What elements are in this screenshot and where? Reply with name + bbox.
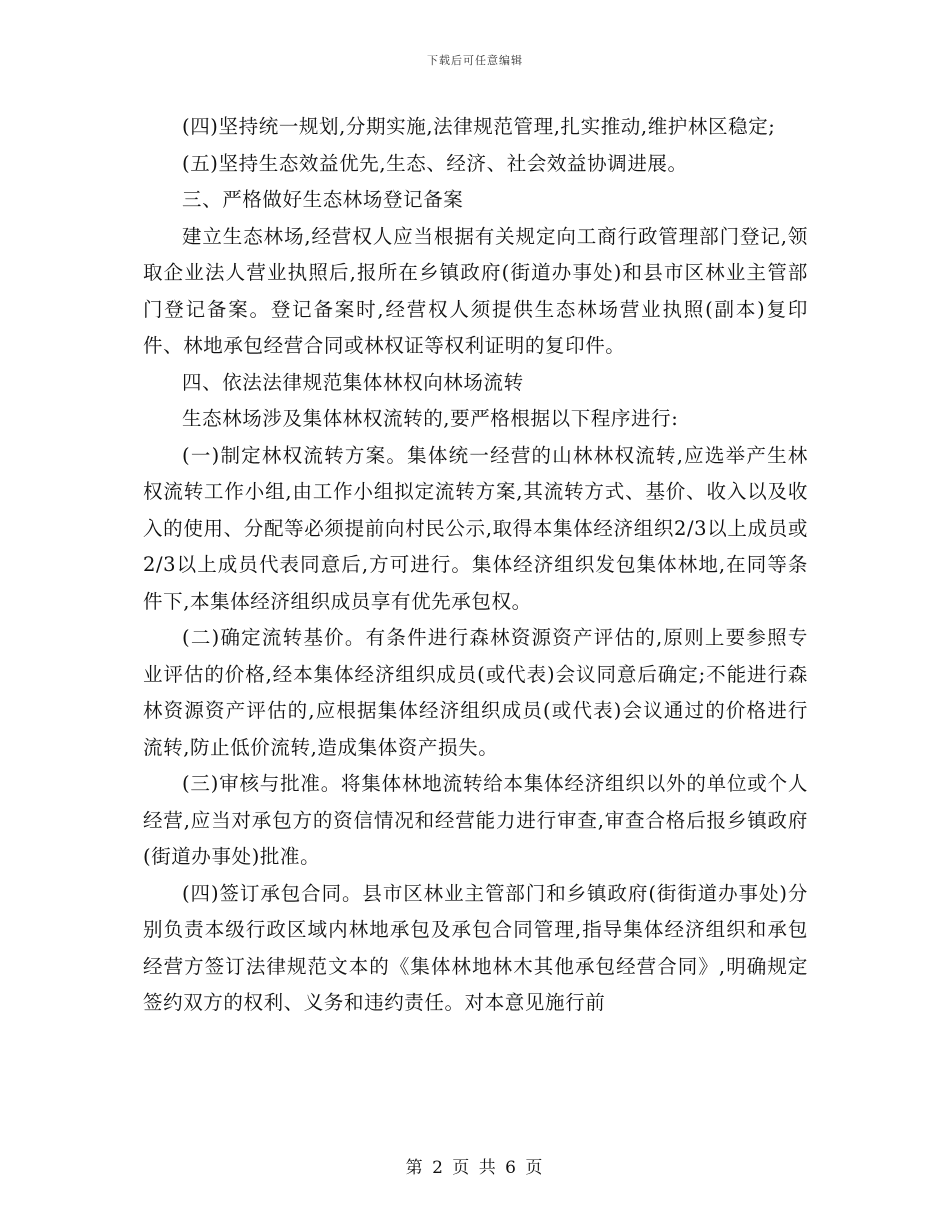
paragraph-principle-4: (四)坚持统一规划,分期实施,法律规范管理,扎实推动,维护林区稳定; [182, 115, 776, 138]
page-number: 第 2 页 共 6 页 [405, 1158, 545, 1178]
paragraph-procedure-intro: 生态林场涉及集体林权流转的,要严格根据以下程序进行: [182, 407, 679, 430]
page-header: 下载后可任意编辑 [427, 54, 523, 67]
paragraph-step-4: (四)签订承包合同。县市区林业主管部门和乡镇政府(街街道办事处)分别负责本级行政区域内林地承包及承包合同管理,指导集体经济组织和承包经营方签订法律规范文本的《集体林地林木其他承包经营合同》,明确规定签约双方的权利、义务和违约责任。对本意见施行前 [143, 881, 808, 1014]
section-heading-4: 四、依法法律规范集体林权向林场流转 [182, 370, 524, 394]
paragraph-principle-5: (五)坚持生态效益优先,生态、经济、社会效益协调进展。 [182, 151, 688, 175]
document-body [143, 109, 808, 1022]
paragraph-step-2: (二)确定流转基价。有条件进行森林资源资产评估的,原则上要参照专业评估的价格,经本集体经济组织成员(或代表)会议同意后确定;不能进行森林资源资产评估的,应根据集体经济组织成员(或代表)会议通过的价格进行流转,防止低价流转,造成集体资产损失。 [143, 626, 808, 759]
paragraph-registration: 建立生态林场,经营权人应当根据有关规定向工商行政管理部门登记,领取企业法人营业执照后,报所在乡镇政府(街道办事处)和县市区林业主管部门登记备案。登记备案时,经营权人须提供生态林场营业执照(副本)复印件、林地承包经营合同或林权证等权利证明的复印件。 [143, 224, 808, 357]
section-heading-3: 三、严格做好生态林场登记备案 [182, 188, 464, 211]
paragraph-step-1: (一)制定林权流转方案。集体统一经营的山林林权流转,应选举产生林权流转工作小组,由工作小组拟定流转方案,其流转方式、基价、收入以及收入的使用、分配等必须提前向村民公示,取得本集体经济组织2/3以上成员或2/3以上成员代表同意后,方可进行。集体经济组织发包集体林地,在同等条件下,本集体经济组织成员享有优先承包权。 [143, 443, 808, 613]
paragraph-step-3: (三)审核与批准。将集体林地流转给本集体经济组织以外的单位或个人经营,应当对承包方的资信情况和经营能力进行审查,审查合格后报乡镇政府(街道办事处)批准。 [143, 772, 808, 868]
